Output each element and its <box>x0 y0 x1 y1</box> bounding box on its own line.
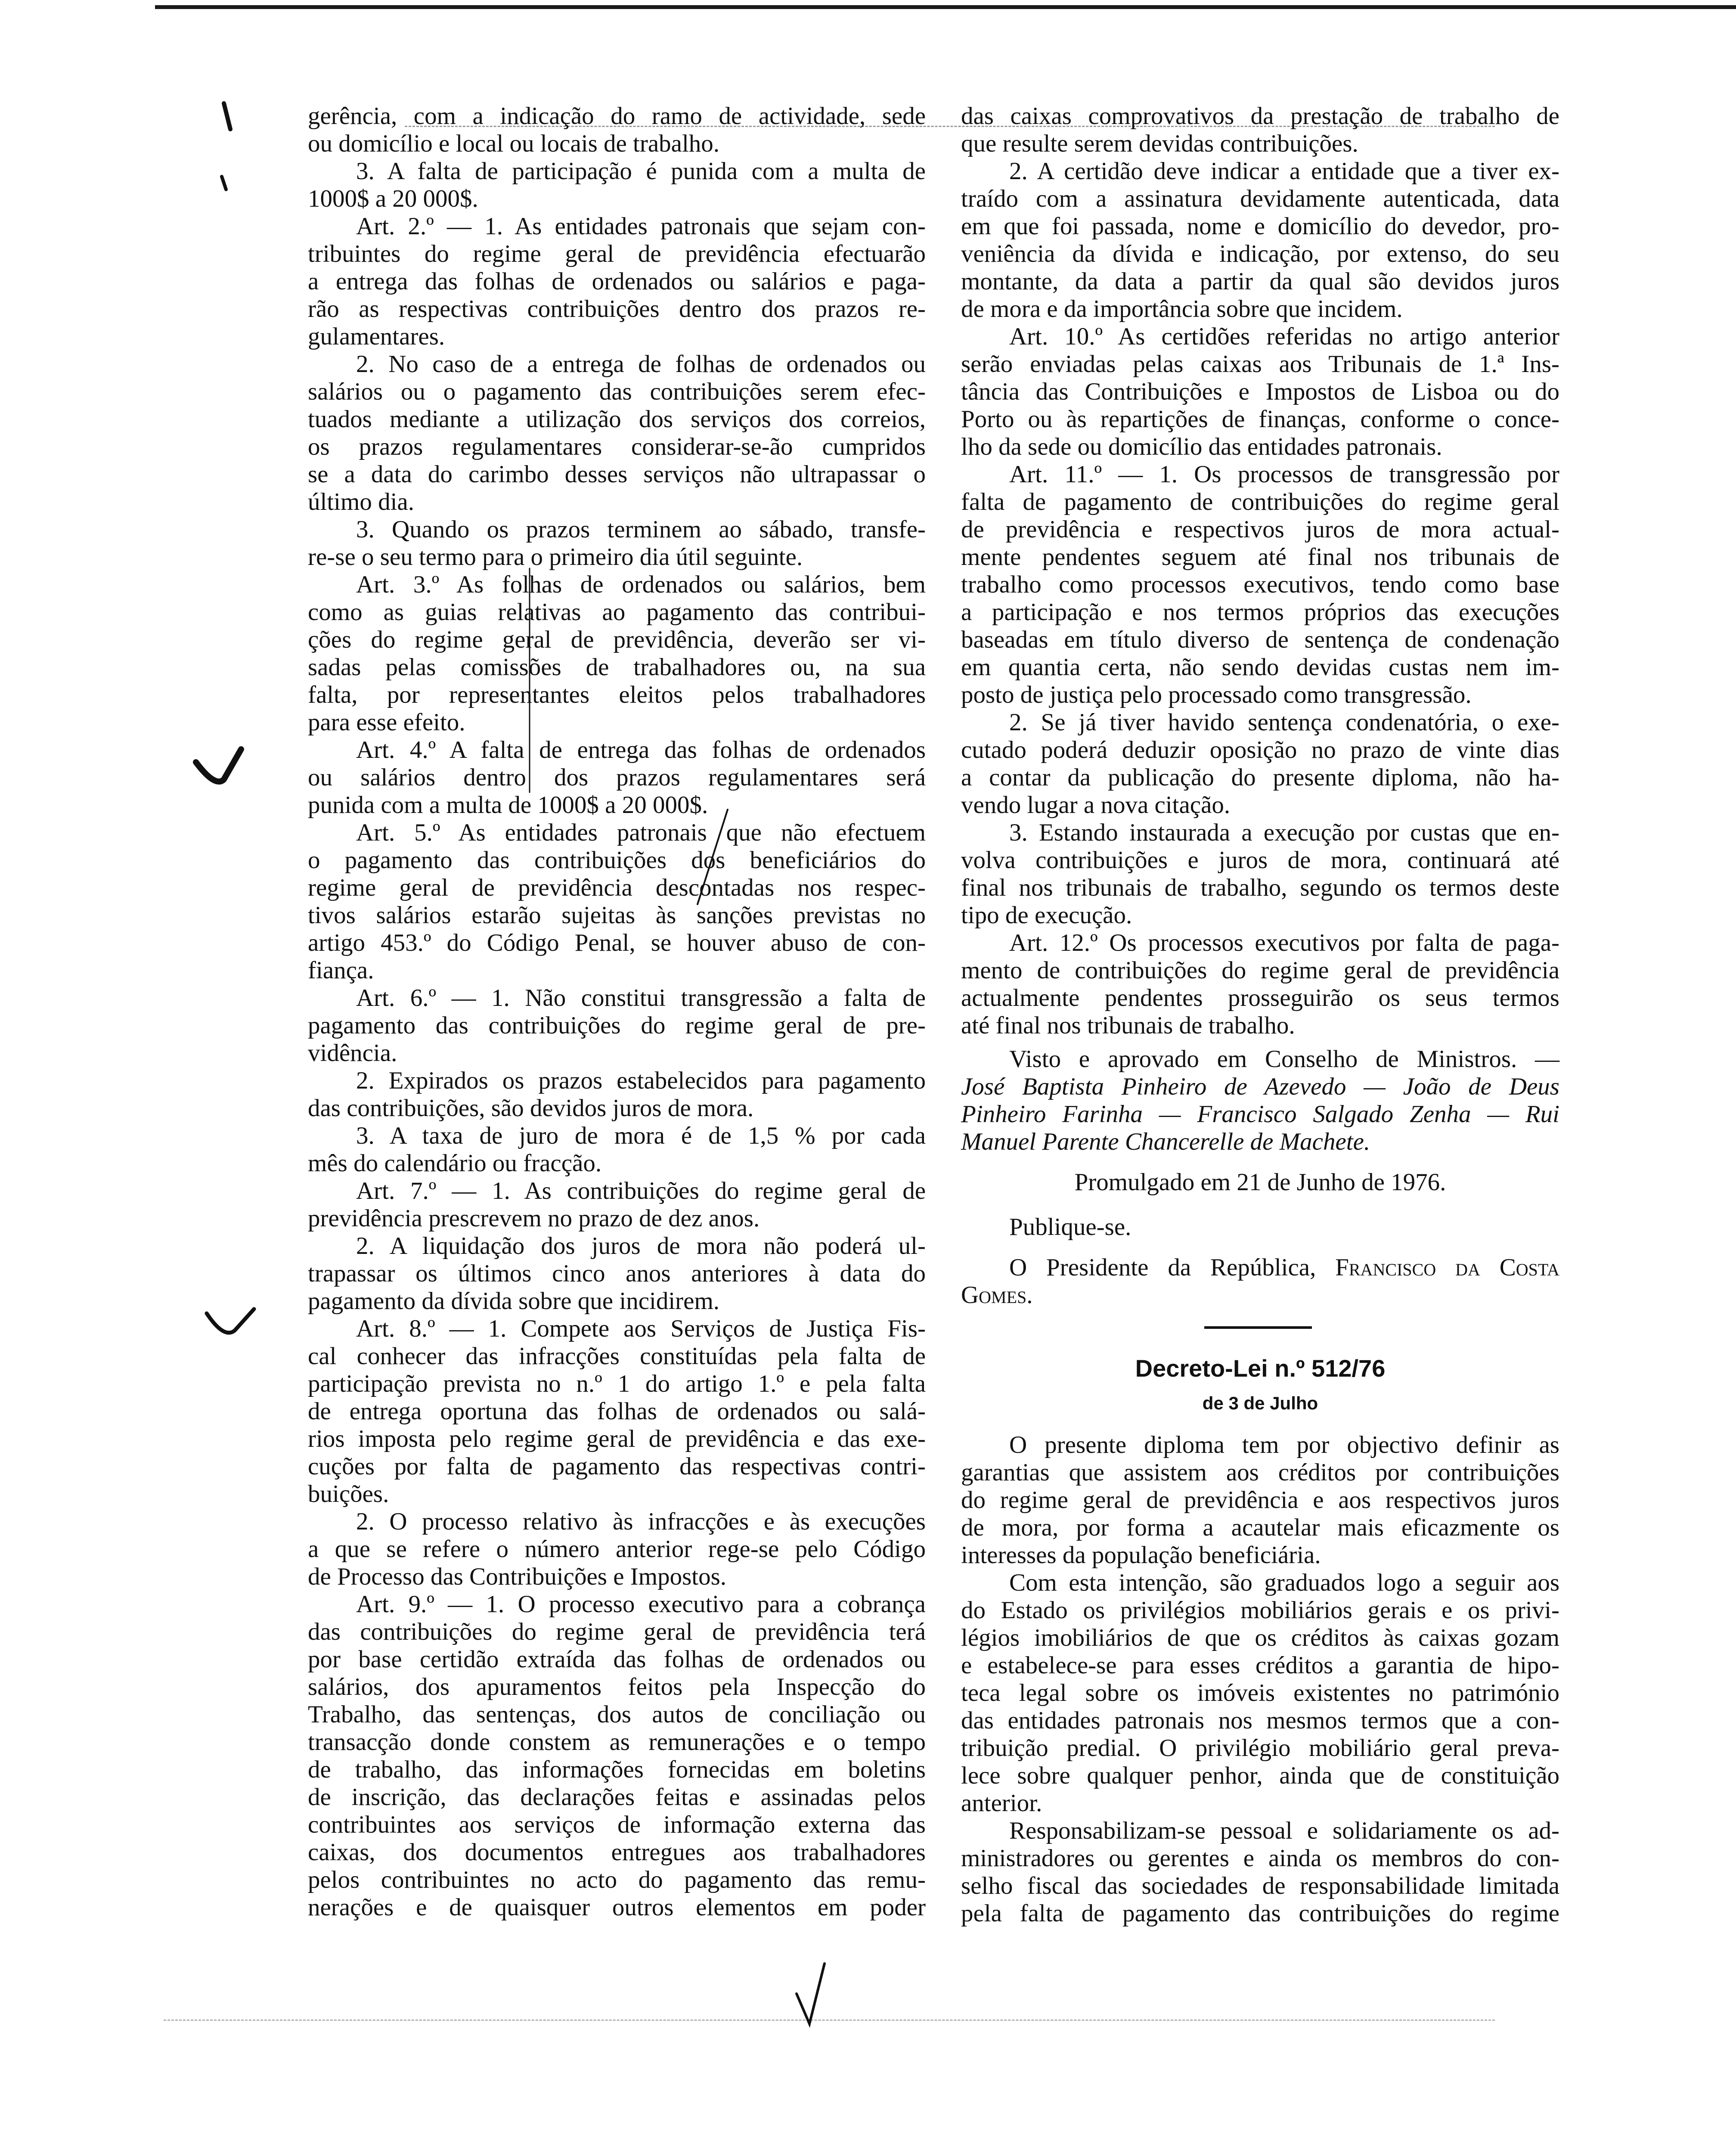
text-line: cuções por falta de pagamento das respectivas contri- <box>308 1453 926 1480</box>
text-line: de entrega oportuna das folhas de ordenados ou salá- <box>308 1398 926 1425</box>
text-line: teca legal sobre os imóveis existentes no património <box>961 1679 1559 1706</box>
text-line: como as guias relativas ao pagamento das contribui- <box>308 599 926 626</box>
text-line: 1000$ a 20 000$. <box>308 185 478 212</box>
text-line: a participação e nos termos próprios das execuções <box>961 599 1559 626</box>
text-line: 3. Estando instaurada a execução por custas que en- <box>1009 819 1559 846</box>
text-line: tivos salários estarão sujeitas às sanções previstas no <box>308 902 926 929</box>
text-line: gerência, com a indicação do ramo de actividade, sede <box>308 102 926 130</box>
text-line: garantias que assistem aos créditos por contribuições <box>961 1459 1559 1486</box>
text-line: rão as respectivas contribuições dentro dos prazos re- <box>308 295 926 323</box>
text-line: ções do regime geral de previdência, deverão ser vi- <box>308 626 926 653</box>
text-line: para esse efeito. <box>308 709 465 736</box>
text-line: 2. A liquidação dos juros de mora não poderá ul- <box>356 1232 926 1260</box>
text-line: trapassar os últimos cinco anos anteriores à data do <box>308 1260 926 1287</box>
text-line: Trabalho, das sentenças, dos autos de conciliação ou <box>308 1701 926 1728</box>
text-line: vidência. <box>308 1039 397 1067</box>
text-line: em quantia certa, não sendo devidas custas nem im- <box>961 654 1559 681</box>
text-line: mento de contribuições do regime geral de previdência <box>961 957 1559 984</box>
text-line: lece sobre qualquer penhor, ainda que de constituição <box>961 1762 1559 1789</box>
text-line: de inscrição, das declarações feitas e assinadas pelos <box>308 1784 926 1811</box>
text-line: 2. Expirados os prazos estabelecidos para pagamento <box>356 1067 926 1094</box>
text-line: falta, por representantes eleitos pelos trabalhadores <box>308 681 926 708</box>
decree-date: de 3 de Julho <box>1202 1393 1318 1413</box>
text-line: das contribuições do regime geral de previdência terá <box>308 1618 926 1645</box>
text-line: tuados mediante a utilização dos serviços dos correios, <box>308 406 926 433</box>
text-line: serão enviadas pelas caixas aos Tribunais de 1.ª Ins- <box>961 351 1559 378</box>
text-line: Art. 10.º As certidões referidas no artigo anterior <box>1009 323 1559 350</box>
text-line: por base certidão extraída das folhas de ordenados ou <box>308 1646 926 1673</box>
text-line: mês do calendário ou fracção. <box>308 1150 602 1177</box>
text-line: cal conhecer das infracções constituídas pela falta de <box>308 1343 926 1370</box>
text-line: cutado poderá deduzir oposição no prazo de vinte dias <box>961 736 1559 763</box>
text-line: das contribuições, são devidos juros de mora. <box>308 1095 754 1122</box>
publish-order: Publique-se. <box>1009 1213 1132 1241</box>
text-line: das entidades patronais nos mesmos termos que a con- <box>961 1707 1559 1734</box>
text-line: de trabalho, das informações fornecidas em boletins <box>308 1756 926 1783</box>
text-line: ministradores ou gerentes e ainda os membros do con- <box>961 1845 1559 1872</box>
text-line: a contar da publicação do presente diploma, não ha- <box>961 764 1559 791</box>
text-line: se a data do carimbo desses serviços não ultrapassar o <box>308 461 926 488</box>
text-line: caixas, dos documentos entregues aos trabalhadores <box>308 1839 926 1866</box>
margin-check-mark-icon <box>196 749 241 782</box>
text-line: Com esta intenção, são graduados logo a seguir aos <box>1009 1569 1559 1596</box>
text-line: que resulte serem devidas contribuições. <box>961 130 1358 157</box>
text-line: de previdência e respectivos juros de mora actual- <box>961 516 1559 543</box>
text-line: sadas pelas comissões de trabalhadores ou, na sua <box>308 654 926 681</box>
text-line: Art. 11.º — 1. Os processos de transgressão por <box>1009 461 1559 488</box>
text-line: baseadas em título diverso de sentença de condenação <box>961 626 1559 653</box>
text-line: das caixas comprovativos da prestação de trabalho de <box>961 102 1559 130</box>
text-line: rios imposta pelo regime geral de previdência e das exe- <box>308 1425 926 1452</box>
text-line: pela falta de pagamento das contribuições do regime <box>961 1900 1559 1927</box>
text-line: punida com a multa de 1000$ a 20 000$. <box>308 791 708 819</box>
approval-intro: Visto e aprovado em Conselho de Ministros. — <box>1009 1045 1559 1073</box>
text-line: salários ou o pagamento das contribuições serem efec- <box>308 378 926 405</box>
text-line: Art. 8.º — 1. Compete aos Serviços de Justiça Fis- <box>356 1315 926 1342</box>
text-line: Art. 3.º As folhas de ordenados ou salários, bem <box>356 571 926 598</box>
text-line: e estabelece-se para esses créditos a garantia de hipo- <box>961 1652 1559 1679</box>
text-line: previdência prescrevem no prazo de dez anos. <box>308 1205 760 1232</box>
text-line: lho da sede ou domicílio das entidades patronais. <box>961 433 1442 460</box>
text-line: 3. Quando os prazos terminem ao sábado, transfe- <box>356 516 926 543</box>
text-line: gulamentares. <box>308 323 445 350</box>
text-line: falta de pagamento de contribuições do regime geral <box>961 488 1559 515</box>
text-line: Art. 12.º Os processos executivos por falta de paga- <box>1009 929 1559 956</box>
margin-tick-icon <box>222 177 226 189</box>
text-line: final nos tribunais de trabalho, segundo os termos deste <box>961 874 1559 901</box>
text-line: Responsabilizam-se pessoal e solidariamente os ad- <box>1009 1817 1559 1844</box>
president-name: Francisco da Costa <box>1335 1254 1559 1281</box>
text-line: légios imobiliários de que os créditos às caixas gozam <box>961 1624 1559 1651</box>
text-line: artigo 453.º do Código Penal, se houver abuso de con- <box>308 929 926 956</box>
decree-title: Decreto-Lei n.º 512/76 <box>1135 1355 1386 1382</box>
text-line: nerações e de quaisquer outros elementos em poder <box>308 1894 926 1921</box>
margin-tick-icon <box>224 103 230 129</box>
signatories-line: José Baptista Pinheiro de Azevedo — João de Deus <box>961 1073 1559 1100</box>
promulgation-date: Promulgado em 21 de Junho de 1976. <box>1074 1169 1446 1196</box>
text-line: tribuintes do regime geral de previdência efectuarão <box>308 240 926 267</box>
text-line: ou salários dentro dos prazos regulamentares será <box>308 764 926 791</box>
text-line: em que foi passada, nome e domicílio do devedor, pro- <box>961 213 1559 240</box>
text-line: O presente diploma tem por objectivo definir as <box>1009 1431 1559 1458</box>
text-line: contribuintes aos serviços de informação externa das <box>308 1811 926 1838</box>
text-line: Art. 7.º — 1. As contribuições do regime geral de <box>356 1177 926 1204</box>
text-line: Art. 5.º As entidades patronais que não efectuem <box>356 819 926 846</box>
text-line: pagamento da dívida sobre que incidirem. <box>308 1287 720 1315</box>
text-line: 3. A taxa de juro de mora é de 1,5 % por cada <box>356 1122 926 1149</box>
text-line: Art. 6.º — 1. Não constitui transgressão a falta de <box>356 984 926 1011</box>
text-line: 2. O processo relativo às infracções e às execuções <box>356 1508 926 1535</box>
text-line: buições. <box>308 1480 389 1508</box>
text-line: o pagamento das contribuições dos beneficiários do <box>308 847 926 874</box>
text-line: anterior. <box>961 1790 1042 1817</box>
pen-stroke-icon <box>698 810 728 904</box>
text-line: volva contribuições e juros de mora, continuará até <box>961 847 1559 874</box>
signatories-line: Manuel Parente Chancerelle de Machete. <box>961 1128 1370 1155</box>
text-line: ou domicílio e local ou locais de trabalho. <box>308 130 720 157</box>
text-line: a entrega das folhas de ordenados ou salários e paga- <box>308 268 926 295</box>
text-line: pelos contribuintes no acto do pagamento das remu- <box>308 1866 926 1893</box>
text-line: Porto ou às repartições de finanças, conforme o conce- <box>961 406 1559 433</box>
text-line: a que se refere o número anterior rege-se pelo Código <box>308 1536 926 1563</box>
text-line: interesses da população beneficiária. <box>961 1542 1321 1569</box>
text-line: Art. 2.º — 1. As entidades patronais que sejam con- <box>356 213 926 240</box>
text-line: transacção donde constem as remunerações e o tempo <box>308 1728 926 1756</box>
text-line: 3. A falta de participação é punida com a multa de <box>356 158 926 185</box>
text-line: 2. No caso de a entrega de folhas de ordenados ou <box>356 351 926 378</box>
text-line: do regime geral de previdência e aos respectivos juros <box>961 1486 1559 1514</box>
text-line: traído com a assinatura devidamente autenticada, data <box>961 185 1559 212</box>
text-line: de Processo das Contribuições e Impostos. <box>308 1563 727 1590</box>
text-line: pagamento das contribuições do regime geral de pre- <box>308 1012 926 1039</box>
margin-check-mark-icon <box>207 1309 254 1333</box>
text-line: 2. Se já tiver havido sentença condenatória, o exe- <box>1009 709 1559 736</box>
text-line: até final nos tribunais de trabalho. <box>961 1012 1295 1039</box>
text-line: tribuição predial. O privilégio mobiliário geral preva- <box>961 1734 1559 1762</box>
pen-signature-mark-icon <box>797 1964 825 2024</box>
text-line: regime geral de previdência descontadas nos respec- <box>308 874 926 901</box>
text-line: último dia. <box>308 488 414 515</box>
president-name-end: Gomes. <box>961 1281 1033 1309</box>
text-line: de mora e da importância sobre que incidem. <box>961 295 1403 323</box>
text-line: re-se o seu termo para o primeiro dia útil seguinte. <box>308 543 803 571</box>
text-line: 2. A certidão deve indicar a entidade que a tiver ex- <box>1009 158 1559 185</box>
text-line: salários, dos apuramentos feitos pela Inspecção do <box>308 1673 926 1700</box>
text-line: montante, da data a partir da qual são devidos juros <box>961 268 1559 295</box>
text-line: posto de justiça pelo processado como transgressão. <box>961 681 1472 708</box>
text-line: actualmente pendentes prosseguirão os seus termos <box>961 984 1559 1011</box>
signatories-line: Pinheiro Farinha — Francisco Salgado Zenha — Rui <box>961 1101 1559 1128</box>
president-title: O Presidente da República, <box>1009 1254 1336 1281</box>
text-line: vendo lugar a nova citação. <box>961 791 1231 819</box>
text-line: Art. 9.º — 1. O processo executivo para a cobrança <box>356 1591 926 1618</box>
text-line: tipo de execução. <box>961 902 1132 929</box>
text-line: de mora, por forma a acautelar mais eficazmente os <box>961 1514 1559 1541</box>
text-line: Art. 4.º A falta de entrega das folhas de ordenados <box>356 736 926 763</box>
text-line: participação prevista no n.º 1 do artigo 1.º e pela falta <box>308 1370 926 1397</box>
text-line: tância das Contribuições e Impostos de Lisboa ou do <box>961 378 1559 405</box>
text-line: veniência da dívida e indicação, por extenso, do seu <box>961 240 1559 267</box>
text-line: os prazos regulamentares considerar-se-ão cumpridos <box>308 433 926 460</box>
text-line: do Estado os privilégios mobiliários gerais e os privi- <box>961 1597 1559 1624</box>
text-line: selho fiscal das sociedades de responsabilidade limitada <box>961 1872 1559 1899</box>
text-line: fiança. <box>308 957 374 984</box>
text-line: mente pendentes seguem até final nos tribunais de <box>961 543 1559 571</box>
text-line: trabalho como processos executivos, tendo como base <box>961 571 1559 598</box>
